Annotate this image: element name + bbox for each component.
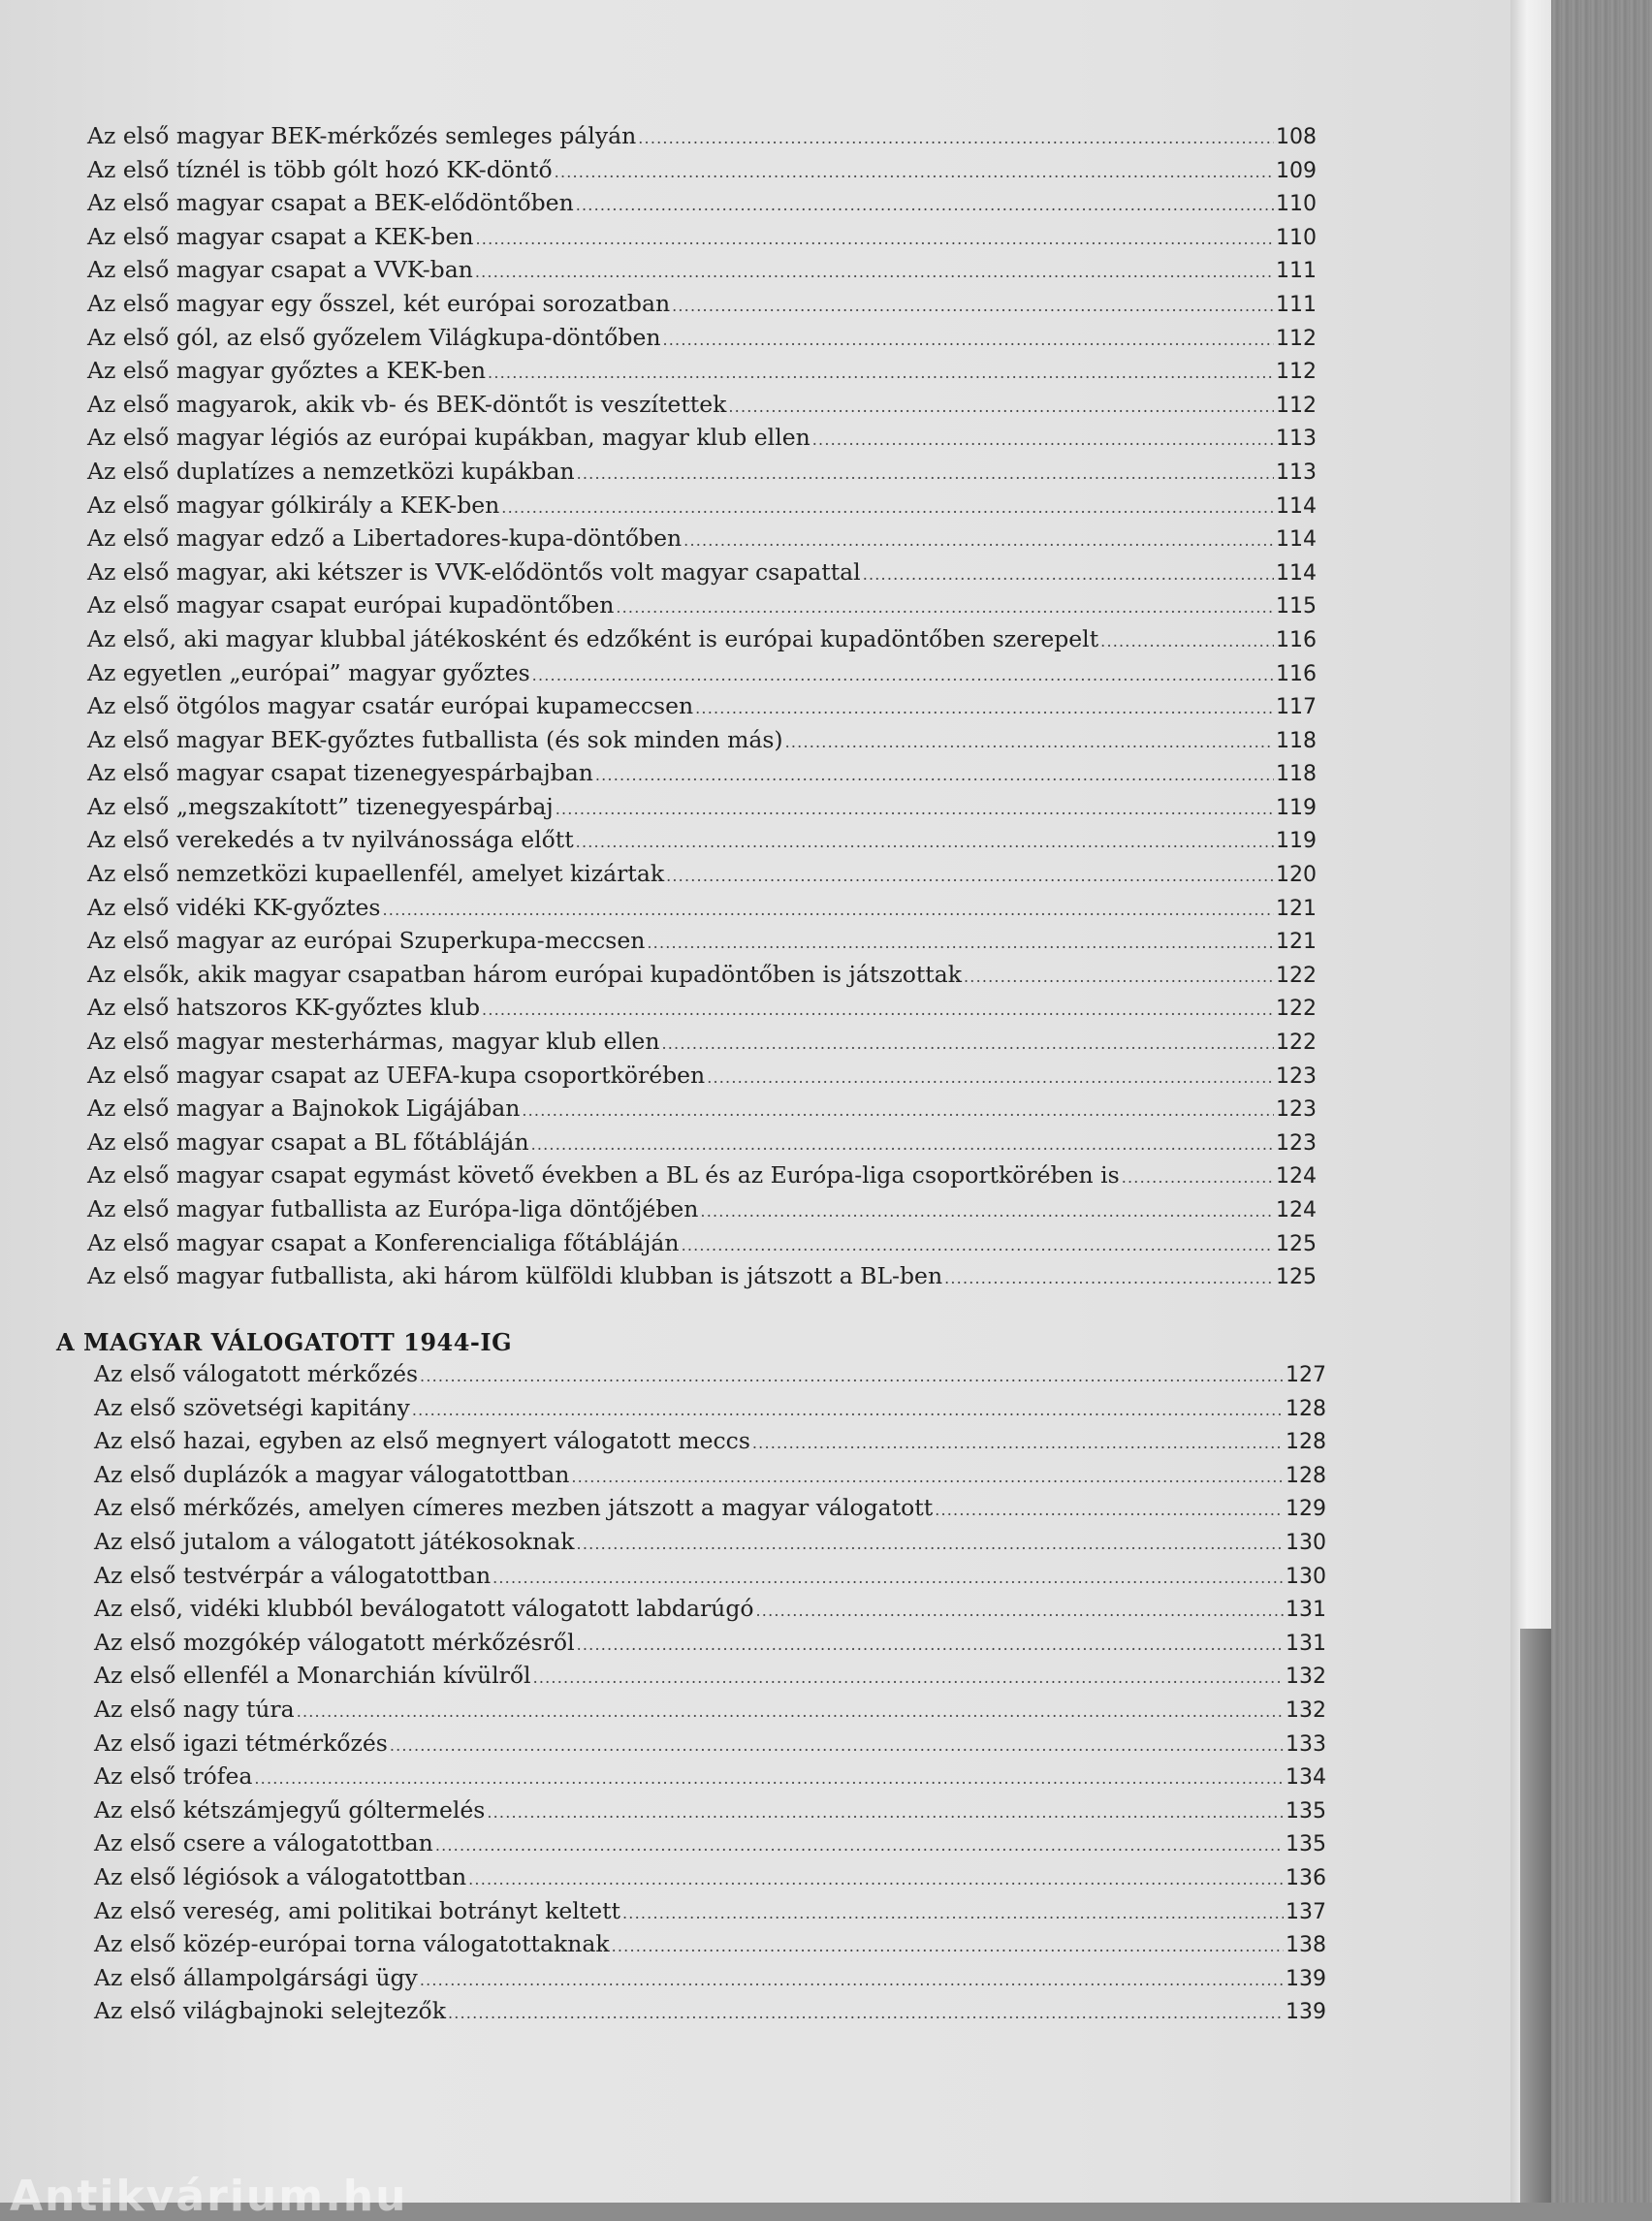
toc-entry-page-number: 119	[1276, 795, 1317, 820]
toc-entry-page-number: 117	[1276, 695, 1317, 720]
toc-entry-page-number: 135	[1286, 1832, 1326, 1857]
toc-dot-leader	[728, 397, 1274, 416]
toc-entry-page-number: 121	[1276, 930, 1317, 955]
toc-entry-page-number: 133	[1286, 1731, 1326, 1757]
toc-entry-page-number: 114	[1276, 527, 1317, 553]
toc-entry-page-number: 128	[1286, 1430, 1326, 1455]
toc-entry	[87, 793, 1317, 827]
toc-entry	[94, 1427, 1326, 1461]
toc-entry-title: Az első nagy túra	[94, 1695, 295, 1723]
toc-entry-page-number: 132	[1286, 1665, 1326, 1690]
toc-entry-page-number: 125	[1276, 1265, 1317, 1290]
toc-entry-title: Az első hatszoros KK-győztes klub	[87, 994, 481, 1022]
toc-entry-title: Az első magyar csapat a BEK-elődöntőben	[87, 189, 574, 217]
toc-entry-title: Az első válogatott mérkőzés	[94, 1360, 419, 1387]
toc-entry	[94, 1494, 1326, 1528]
toc-dot-leader	[700, 1202, 1274, 1221]
toc-entry-page-number: 135	[1286, 1798, 1326, 1824]
toc-entry	[94, 1562, 1326, 1596]
toc-entry	[87, 1128, 1317, 1162]
toc-entry	[94, 1528, 1326, 1562]
toc-entry-title: Az első, aki magyar klubbal játékosként és edzőként is európai kupadöntőben szerepelt	[87, 624, 1099, 652]
toc-entry	[87, 994, 1317, 1028]
toc-dot-leader	[683, 531, 1274, 550]
toc-entry-title: Az első ellenfél a Monarchián kívülről	[94, 1662, 531, 1690]
toc-entry	[87, 256, 1317, 290]
toc-entry	[87, 290, 1317, 324]
toc-entry	[87, 659, 1317, 693]
toc-entry-page-number: 137	[1286, 1899, 1326, 1924]
toc-entry	[87, 1195, 1317, 1229]
toc-entry-title: Az első igazi tétmérkőzés	[94, 1729, 388, 1757]
toc-entry-title: Az első magyar BEK-győztes futballista (és sok minden más)	[87, 725, 783, 753]
toc-entry	[94, 1662, 1326, 1696]
toc-entry-page-number: 139	[1286, 2000, 1326, 2025]
toc-entry-page-number: 120	[1276, 863, 1317, 888]
toc-dot-leader	[577, 1635, 1284, 1654]
toc-dot-leader	[647, 934, 1274, 952]
toc-dot-leader	[571, 1468, 1284, 1486]
toc-dot-leader	[672, 297, 1274, 315]
toc-dot-leader	[448, 2004, 1284, 2022]
toc-entry-page-number: 112	[1276, 326, 1317, 351]
toc-dot-leader	[707, 1068, 1274, 1087]
toc-entry-page-number: 122	[1276, 997, 1317, 1022]
toc-entry-title: Az első állampolgársági ügy	[94, 1963, 418, 1991]
toc-entry-page-number: 123	[1276, 1063, 1317, 1089]
toc-entry	[87, 860, 1317, 894]
toc-entry-title: Az első mozgókép válogatott mérkőzésről	[94, 1628, 575, 1656]
toc-entry	[87, 961, 1317, 995]
toc-entry-title: Az első magyar mesterhármas, magyar klub ellen	[87, 1028, 660, 1056]
toc-dot-leader	[556, 800, 1274, 818]
toc-dot-leader	[682, 1236, 1274, 1254]
toc-entry	[94, 1863, 1326, 1897]
toc-entry-page-number: 115	[1276, 594, 1317, 619]
toc-entry-page-number: 114	[1276, 493, 1317, 519]
toc-entry-title: Az első magyar csapat az UEFA-kupa csoportkörében	[87, 1061, 706, 1089]
toc-entry-page-number: 131	[1286, 1598, 1326, 1623]
toc-entry-title: Az első szövetségi kapitány	[94, 1393, 410, 1421]
toc-entry-page-number: 128	[1286, 1396, 1326, 1421]
toc-dot-leader	[612, 1937, 1284, 1955]
toc-dot-leader	[488, 364, 1274, 382]
toc-dot-leader	[1100, 632, 1274, 650]
toc-dot-leader	[595, 766, 1274, 784]
toc-entry-page-number: 129	[1286, 1497, 1326, 1522]
background-surface	[1551, 0, 1652, 2203]
toc-entry-title: Az első magyar győztes a KEK-ben	[87, 357, 487, 385]
toc-entry-title: Az első magyar BEK-mérkőzés semleges pályán	[87, 122, 637, 149]
toc-dot-leader	[555, 163, 1274, 181]
toc-entry-page-number: 118	[1276, 728, 1317, 753]
toc-entry-page-number: 116	[1276, 627, 1317, 652]
toc-entry-title: Az első vereség, ami politikai botrányt keltett	[94, 1896, 621, 1924]
toc-entry-page-number: 124	[1276, 1198, 1317, 1222]
toc-entry	[87, 558, 1317, 592]
toc-entry-title: Az első kétszámjegyű góltermelés	[94, 1795, 486, 1824]
toc-entry	[87, 927, 1317, 961]
toc-entry	[94, 1829, 1326, 1863]
toc-entry-title: Az első gól, az első győzelem Világkupa-döntőben	[87, 323, 661, 351]
toc-entry	[94, 1997, 1326, 2031]
toc-entry-title: Az első hazai, egyben az első megnyert válogatott meccs	[94, 1427, 750, 1455]
toc-dot-leader	[492, 1569, 1284, 1587]
toc-entry	[87, 189, 1317, 223]
toc-entry-page-number: 119	[1276, 829, 1317, 854]
toc-entry	[87, 1062, 1317, 1095]
toc-entry	[94, 1964, 1326, 1998]
toc-dot-leader	[531, 1135, 1274, 1154]
toc-dot-leader	[944, 1269, 1274, 1287]
toc-entry	[87, 1028, 1317, 1062]
toc-entry-title: Az első magyar csapat tizenegyespárbajban	[87, 759, 593, 787]
toc-entry	[94, 1461, 1326, 1495]
toc-dot-leader	[420, 1971, 1284, 1989]
toc-dot-leader	[475, 263, 1274, 281]
toc-entry	[94, 1360, 1326, 1394]
toc-entry	[94, 1762, 1326, 1796]
toc-entry-page-number: 131	[1286, 1631, 1326, 1656]
toc-entry	[87, 524, 1317, 558]
toc-dot-leader	[482, 1000, 1274, 1019]
toc-entry-page-number: 118	[1276, 762, 1317, 787]
toc-entry-title: Az első, vidéki klubból beválogatott válogatott labdarúgó	[94, 1595, 754, 1623]
toc-dot-leader	[1122, 1168, 1274, 1187]
toc-dot-leader	[964, 968, 1274, 986]
toc-dot-leader	[576, 196, 1274, 214]
toc-entry	[87, 424, 1317, 458]
toc-dot-leader	[863, 565, 1274, 584]
toc-dot-leader	[533, 1668, 1284, 1687]
toc-entry-title: Az első magyarok, akik vb- és BEK-döntőt is veszítettek	[87, 390, 727, 418]
toc-entry-title: Az első magyar csapat a KEK-ben	[87, 222, 474, 250]
toc-entry-title: Az első magyar a Bajnokok Ligájában	[87, 1095, 521, 1123]
toc-dot-leader	[435, 1836, 1284, 1855]
toc-dot-leader	[662, 331, 1274, 349]
toc-entry-title: Az egyetlen „európai” magyar győztes	[87, 658, 530, 686]
toc-entry	[87, 759, 1317, 793]
toc-entry	[87, 1161, 1317, 1195]
toc-entry-title: Az első magyar légiós az európai kupákban, magyar klub ellen	[87, 424, 810, 452]
toc-entry-title: Az első közép-európai torna válogatottaknak	[94, 1930, 610, 1958]
toc-dot-leader	[476, 230, 1274, 248]
toc-dot-leader	[695, 699, 1274, 717]
toc-entry-page-number: 123	[1276, 1130, 1317, 1156]
toc-entry-title: Az első vidéki KK-győztes	[87, 893, 381, 921]
toc-dot-leader	[390, 1736, 1284, 1755]
toc-entry	[94, 1394, 1326, 1428]
toc-entry-page-number: 138	[1286, 1933, 1326, 1958]
toc-entry	[87, 156, 1317, 190]
toc-entry-title: Az első magyar csapat a VVK-ban	[87, 256, 473, 284]
toc-entry-page-number: 109	[1276, 158, 1317, 183]
toc-entry-title: Az első légiósok a válogatottban	[94, 1862, 467, 1890]
toc-entry-title: Az első csere a válogatottban	[94, 1829, 433, 1857]
table-of-contents-section-1	[87, 122, 1317, 1296]
toc-entry-title: Az első mérkőzés, amelyen címeres mezben játszott a magyar válogatott	[94, 1494, 934, 1522]
toc-entry	[87, 692, 1317, 726]
toc-entry	[94, 1729, 1326, 1763]
toc-entry	[87, 625, 1317, 659]
toc-entry-title: Az első duplatízes a nemzetközi kupákban	[87, 457, 575, 485]
toc-entry	[87, 122, 1317, 156]
toc-dot-leader	[752, 1434, 1284, 1452]
toc-entry-title: Az első tíznél is több gólt hozó KK-döntő	[87, 155, 553, 183]
toc-entry-title: Az első magyar futballista az Európa-liga döntőjében	[87, 1195, 699, 1222]
toc-entry-page-number: 108	[1276, 125, 1317, 149]
toc-entry-title: Az első trófea	[94, 1762, 253, 1791]
toc-dot-leader	[622, 1904, 1284, 1922]
toc-entry-title: Az első nemzetközi kupaellenfél, amelyet kizártak	[87, 860, 665, 888]
toc-entry-page-number: 123	[1276, 1097, 1317, 1123]
toc-entry	[87, 1229, 1317, 1263]
page-edge-shadow	[1520, 1629, 1551, 2203]
toc-entry-page-number: 122	[1276, 963, 1317, 988]
toc-dot-leader	[661, 1034, 1274, 1053]
toc-entry	[87, 458, 1317, 492]
toc-entry-page-number: 125	[1276, 1231, 1317, 1256]
toc-entry-page-number: 110	[1276, 192, 1317, 217]
toc-entry	[87, 1095, 1317, 1128]
toc-dot-leader	[666, 867, 1274, 885]
toc-entry	[94, 1629, 1326, 1663]
table-of-contents-section-2	[94, 1360, 1326, 2031]
toc-entry-page-number: 114	[1276, 560, 1317, 586]
toc-dot-leader	[812, 430, 1274, 449]
toc-entry-title: Az elsők, akik magyar csapatban három európai kupadöntőben is játszottak	[87, 960, 962, 988]
toc-entry	[94, 1930, 1326, 1964]
toc-entry-title: Az első világbajnoki selejtezők	[94, 1997, 446, 2025]
toc-entry-title: Az első magyar futballista, aki három külföldi klubban is játszott a BL-ben	[87, 1262, 943, 1290]
toc-dot-leader	[501, 498, 1274, 517]
toc-entry	[87, 223, 1317, 257]
toc-entry	[94, 1696, 1326, 1729]
toc-entry-page-number: 130	[1286, 1564, 1326, 1589]
toc-entry-page-number: 110	[1276, 225, 1317, 250]
toc-dot-leader	[297, 1702, 1284, 1721]
toc-entry-page-number: 139	[1286, 1966, 1326, 1991]
toc-dot-leader	[468, 1870, 1284, 1888]
toc-entry-title: Az első „megszakított” tizenegyespárbaj	[87, 792, 554, 820]
toc-entry	[87, 324, 1317, 358]
toc-entry-page-number: 113	[1276, 460, 1317, 485]
toc-entry	[87, 894, 1317, 928]
toc-dot-leader	[420, 1367, 1284, 1385]
toc-dot-leader	[532, 666, 1274, 684]
toc-entry-title: Az első magyar edző a Libertadores-kupa-döntőben	[87, 524, 683, 553]
toc-dot-leader	[577, 1535, 1284, 1553]
toc-entry	[87, 826, 1317, 860]
toc-entry-title: Az első ötgólos magyar csatár európai kupameccsen	[87, 692, 694, 720]
toc-entry-title: Az első testvérpár a válogatottban	[94, 1561, 492, 1589]
toc-entry-page-number: 111	[1276, 259, 1317, 284]
toc-entry-title: Az első duplázók a magyar válogatottban	[94, 1460, 570, 1488]
toc-dot-leader	[935, 1501, 1284, 1519]
toc-entry	[94, 1595, 1326, 1629]
toc-dot-leader	[254, 1769, 1284, 1788]
toc-entry-page-number: 130	[1286, 1530, 1326, 1555]
toc-entry-page-number: 113	[1276, 427, 1317, 452]
toc-entry-page-number: 132	[1286, 1697, 1326, 1723]
toc-dot-leader	[487, 1803, 1284, 1822]
toc-entry-title: Az első magyar gólkirály a KEK-ben	[87, 491, 500, 519]
toc-entry-page-number: 136	[1286, 1865, 1326, 1890]
toc-entry-page-number: 112	[1276, 360, 1317, 385]
watermark: Antikvárium.hu	[10, 2172, 408, 2221]
toc-entry-page-number: 121	[1276, 896, 1317, 921]
toc-entry	[87, 1262, 1317, 1296]
toc-dot-leader	[383, 901, 1275, 919]
toc-entry-title: Az első magyar, aki kétszer is VVK-elődöntős volt magyar csapattal	[87, 557, 861, 586]
toc-entry	[94, 1897, 1326, 1931]
toc-entry	[87, 492, 1317, 525]
toc-entry-title: Az első magyar csapat egymást követő években a BL és az Európa-liga csoportkörében is	[87, 1161, 1120, 1190]
toc-dot-leader	[577, 464, 1274, 483]
toc-entry-title: Az első magyar csapat a Konferencialiga főtábláján	[87, 1228, 680, 1256]
toc-dot-leader	[638, 129, 1274, 147]
toc-entry	[87, 391, 1317, 425]
toc-entry	[94, 1796, 1326, 1830]
toc-entry	[87, 591, 1317, 625]
toc-entry-title: Az első magyar csapat a BL főtábláján	[87, 1127, 529, 1156]
toc-dot-leader	[522, 1101, 1274, 1120]
toc-entry-title: Az első jutalom a válogatott játékosoknak	[94, 1527, 575, 1555]
section-heading: A MAGYAR VÁLOGATOTT 1944-IG	[56, 1328, 513, 1356]
toc-dot-leader	[785, 733, 1274, 751]
toc-entry-page-number: 124	[1276, 1164, 1317, 1190]
toc-entry-page-number: 111	[1276, 292, 1317, 317]
toc-entry-page-number: 127	[1286, 1363, 1326, 1387]
toc-entry-title: Az első magyar csapat európai kupadöntőben	[87, 591, 615, 619]
toc-entry-title: Az első verekedés a tv nyilvánossága előtt	[87, 826, 574, 854]
toc-entry-page-number: 116	[1276, 661, 1317, 686]
toc-dot-leader	[412, 1401, 1284, 1419]
toc-dot-leader	[756, 1602, 1284, 1620]
toc-entry-page-number: 112	[1276, 393, 1317, 418]
toc-dot-leader	[616, 598, 1274, 617]
toc-entry-title: Az első magyar egy ősszel, két európai sorozatban	[87, 289, 671, 317]
toc-entry-title: Az első magyar az európai Szuperkupa-meccsen	[87, 927, 646, 955]
toc-entry-page-number: 134	[1286, 1765, 1326, 1791]
toc-entry	[87, 726, 1317, 760]
toc-entry-page-number: 122	[1276, 1031, 1317, 1056]
toc-dot-leader	[576, 833, 1274, 851]
toc-entry-page-number: 128	[1286, 1463, 1326, 1488]
toc-entry	[87, 357, 1317, 391]
